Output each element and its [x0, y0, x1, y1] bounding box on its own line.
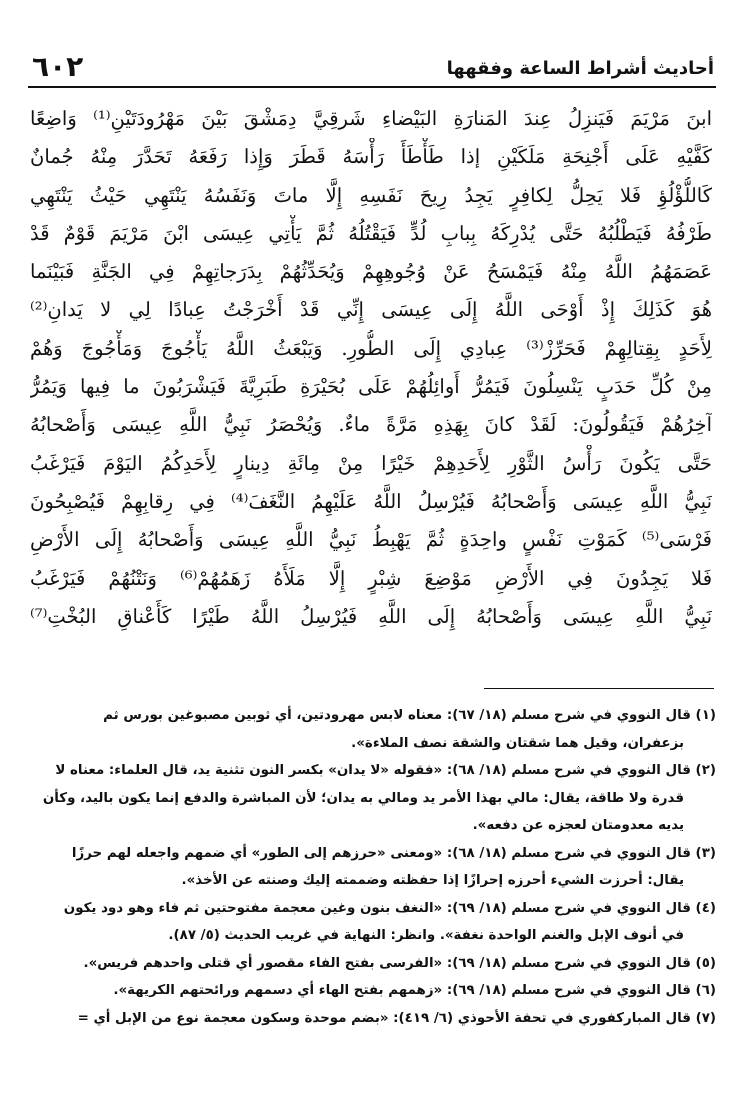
text-line: ابنَ مَرْيَمَ فَيَنزِلُ عِندَ المَنارَةِ البَيْضاءِ شَرقِيَّ دِمَشْقَ بَيْنَ مَهْرُودَتَيْنِ⁽¹⁾ وَاضِعًا [30, 107, 712, 130]
footnote-line: (١) قال النووي في شرح مسلم (١٨/ ٦٧): معناه لابس مهرودتين، أي ثوبين مصبوغين بورس ثم [103, 708, 716, 723]
text-line: حَتَّى يَكُونَ رَأْسُ الثَّوْرِ لِأَحَدِهِمْ خَيْرًا مِنْ مِائَةِ دِينارٍ لِأَحَدِكُمُ اليَوْمَ فَيَرْغَبُ [30, 451, 712, 475]
text-line: كَاللُّؤْلُؤِ فَلا يَحِلُّ لِكافِرٍ يَجِدُ رِيحَ نَفَسِهِ إِلَّا ماتَ وَنَفَسُهُ يَنْتَهِي حَيْثُ يَنْتَهِي [30, 183, 712, 207]
text-line: كَفَّيْهِ عَلَى أَجْنِحَةِ مَلَكَيْنِ إذا طَأْطَأَ رَأْسَهُ قَطَرَ وَإِذا رَفَعَهُ تَحَدَّرَ مِنْهُ جُمانٌ [30, 145, 712, 169]
footnote-line: يقال: أحرزت الشيء أحرزه إحرازًا إذا حفظته وضممته إليك وصنته عن الأخذ». [181, 873, 684, 888]
footnote-line: بزعفران، وقيل هما شقتان والشقة نصف الملاءة». [351, 735, 684, 751]
hadith-text [30, 100, 712, 675]
running-title: أحاديث أشراط الساعة وفقهها [446, 58, 714, 79]
text-line: مِنْ كُلِّ حَدَبٍ يَنْسِلُونَ فَيَمُرُّ أَوائِلُهُمْ عَلَى بُحَيْرَةِ طَبَرِيَّةَ فَيَشْرَبُونَ ما فِيها وَيَمُرُّ [30, 375, 712, 399]
footnote-line: يديه معدومتان لعجزه عن دفعه». [472, 818, 684, 833]
text-line: آخِرُهُمْ فَيَقُولُونَ: لَقَدْ كانَ بِهَذِهِ مَرَّةً ماءٌ. وَيُحْصَرُ نَبِيُّ اللَّهِ عِيسَى وَأَصْحابُهُ [30, 413, 712, 437]
text-line: طَرْفُهُ فَيَطْلُبُهُ حَتَّى يُدْرِكَهُ بِبابِ لُدٍّ فَيَقْتُلُهُ ثُمَّ يَأْتِي عِيسَى ابْنَ مَرْيَمَ قَوْمٌ قَدْ [30, 221, 712, 245]
text-line: فَرْسَى⁽⁵⁾ كَمَوْتِ نَفْسٍ واحِدَةٍ ثُمَّ يَهْبِطُ نَبِيُّ اللَّهِ عِيسَى وَأَصْحابُهُ إِلَى الأَرْضِ [30, 528, 712, 552]
footnote-line: في أنوف الإبل والغنم الواحدة نغفة». وانظر: النهاية في غريب الحديث (٥/ ٨٧). [168, 928, 684, 943]
footnote-separator [484, 688, 714, 689]
page-header [28, 52, 716, 88]
page-number: ٦٠٢ [32, 50, 84, 83]
footnote-line: (٤) قال النووي في شرح مسلم (١٨/ ٦٩): «النغف بنون وغين معجمة مفتوحتين ثم فاء وهو دود يكون [63, 900, 716, 916]
footnote-line: (٣) قال النووي في شرح مسلم (١٨/ ٦٨): «ومعنى «حرزهم إلى الطور» أي ضمهم واجعله لهم حرزًا [71, 845, 716, 861]
footnote-line: (٧) قال المباركفوري في تحفة الأحوذي (٦/ ٤١٩): «بضم موحدة وسكون معجمة نوع من الإبل أي = [77, 1010, 716, 1026]
text-line: نَبِيُّ اللَّهِ عِيسَى وَأَصْحابُهُ فَيُرْسِلُ اللَّهُ عَلَيْهِمُ النَّغَفَ⁽⁴⁾ فِي رِقابِهِمْ فَيُصْبِحُونَ [30, 489, 712, 513]
text-line: هُوَ كَذَلِكَ إِذْ أَوْحَى اللَّهُ إِلَى عِيسَى إِنِّي قَدْ أَخْرَجْتُ عِبادًا لِي لا يَدانِ⁽²⁾ [30, 298, 712, 322]
text-line: فَلا يَجِدُونَ فِي الأَرْضِ مَوْضِعَ شِبْرٍ إِلَّا مَلَأَهُ زَهَمُهُمْ⁽⁶⁾ وَنَتْنُهُمْ فَيَرْغَبُ [30, 566, 712, 590]
footnote-line: (٢) قال النووي في شرح مسلم (١٨/ ٦٨): «فقوله «لا يدان» بكسر النون تثنية يد، قال العلماء: معناه لا [55, 763, 716, 778]
footnote-line: (٦) قال النووي في شرح مسلم (١٨/ ٦٩): «زهمهم بفتح الهاء أي دسمهم ورائحتهم الكريهة». [113, 983, 716, 998]
footnotes [28, 702, 716, 1042]
text-line: عَصَمَهُمُ اللَّهُ مِنْهُ فَيَمْسَحُ عَنْ وُجُوهِهِمْ وَيُحَدِّثُهُمْ بِدَرَجاتِهِمْ فِي الجَنَّةِ فَبَيْنَما [30, 260, 712, 284]
text-line: نَبِيُّ اللَّهِ عِيسَى وَأَصْحابُهُ إِلَى اللَّهِ فَيُرْسِلُ اللَّهُ طَيْرًا كَأَعْناقِ البُخْتِ⁽⁷⁾ [30, 604, 712, 628]
footnote-line: (٥) قال النووي في شرح مسلم (١٨/ ٦٩): «الفرسى بفتح الفاء مقصور أي قتلى واحدهم فريس». [83, 955, 716, 971]
footnote-line: قدرة ولا طاقة، يقال: مالي بهذا الأمر يد ومالي به يدان؛ لأن المباشرة والدفع إنما يكون باليد، وكأن [42, 790, 684, 806]
text-line: لِأَحَدٍ بِقِتالِهِمْ فَحَرِّزْ⁽³⁾ عِبادِي إِلَى الطُّورِ. وَيَبْعَثُ اللَّهُ يَأْجُوجَ وَمَأْجُوجَ وَهُمْ [30, 336, 712, 360]
